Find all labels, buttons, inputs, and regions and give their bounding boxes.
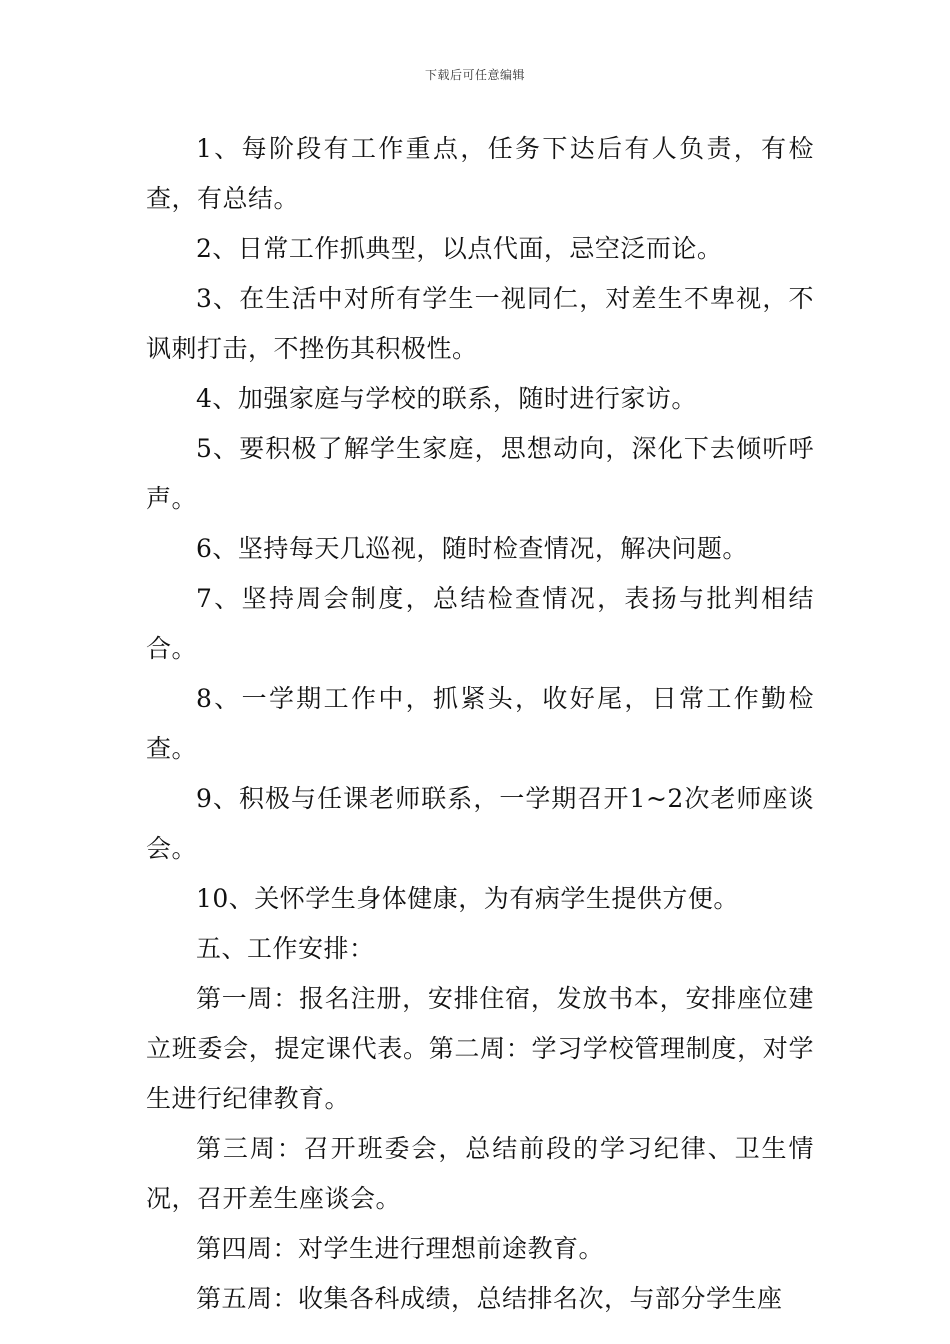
page-header: 下载后可任意编辑 xyxy=(424,68,525,82)
schedule-week-5: 第五周：收集各科成绩，总结排名次，与部分学生座 xyxy=(196,1284,783,1313)
paragraph-6: 6、坚持每天几巡视，随时检查情况，解决问题。 xyxy=(196,534,748,563)
schedule-week-4: 第四周：对学生进行理想前途教育。 xyxy=(196,1234,605,1263)
schedule-week-1-2: 第一周：报名注册，安排住宿，发放书本，安排座位建立班委会，提定课代表。第二周：学习学校管理制度，对学生进行纪律教育。 xyxy=(146,984,814,1113)
paragraph-10: 10、关怀学生身体健康，为有病学生提供方便。 xyxy=(196,884,739,913)
paragraph-9: 9、积极与任课老师联系，一学期召开1~2次老师座谈会。 xyxy=(146,784,814,863)
paragraph-1: 1、每阶段有工作重点，任务下达后有人负责，有检查，有总结。 xyxy=(146,134,814,213)
document-body xyxy=(146,124,814,1324)
paragraph-2: 2、日常工作抓典型，以点代面，忌空泛而论。 xyxy=(196,234,723,263)
paragraph-5: 5、要积极了解学生家庭，思想动向，深化下去倾听呼声。 xyxy=(146,434,814,513)
schedule-week-3: 第三周：召开班委会，总结前段的学习纪律、卫生情况，召开差生座谈会。 xyxy=(146,1134,814,1213)
paragraph-3: 3、在生活中对所有学生一视同仁，对差生不卑视，不讽刺打击，不挫伤其积极性。 xyxy=(146,284,814,363)
paragraph-4: 4、加强家庭与学校的联系，随时进行家访。 xyxy=(196,384,697,413)
paragraph-7: 7、坚持周会制度，总结检查情况，表扬与批判相结合。 xyxy=(146,584,814,663)
section-heading: 五、工作安排： xyxy=(196,934,375,963)
paragraph-8: 8、一学期工作中，抓紧头，收好尾，日常工作勤检查。 xyxy=(146,684,814,763)
